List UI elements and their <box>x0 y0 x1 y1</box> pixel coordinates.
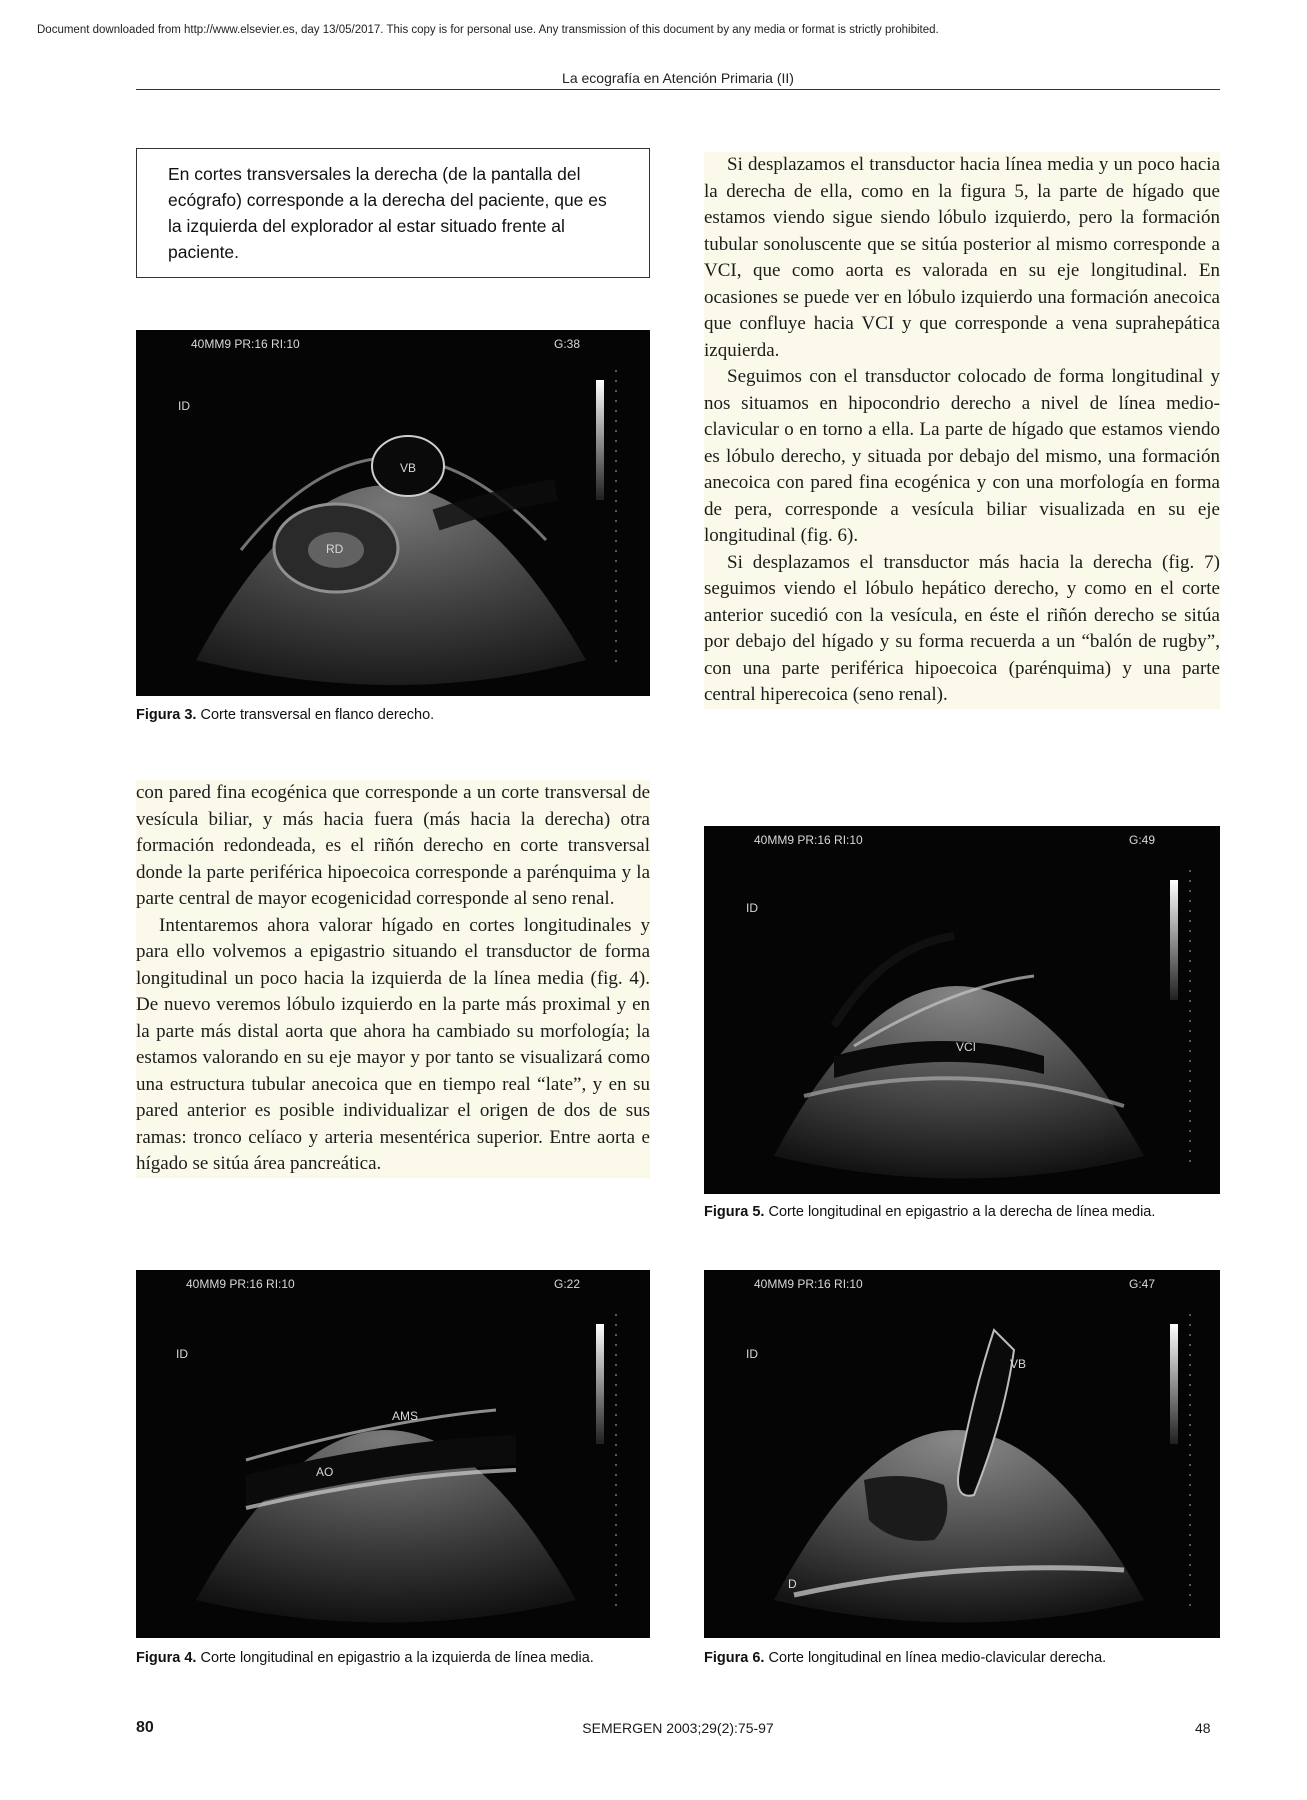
paragraph: Si desplazamos el transductor más hacia la derecha (fig. 7) seguimos viendo el lóbulo hepático derecho, y como en el corte anterior sucedió con la vesícula, en éste el riñón derecho se sitúa por debajo del hígado y su forma recuerda a un “balón de rugby”, con una parte periférica hipoecoica (parénquima) y una parte central hiperecoica (seno renal). <box>704 551 1220 705</box>
figure-3-label: Figura 3. <box>136 707 197 723</box>
right-column-text <box>704 152 1220 709</box>
header-rule <box>136 89 1220 90</box>
page-number: 80 <box>136 1719 154 1736</box>
figure-6-caption-text: Corte longitudinal en línea medio-clavicular derecha. <box>764 1650 1107 1666</box>
paragraph: Si desplazamos el transductor hacia línea media y un poco hacia la derecha de ella, como en la figura 5, la parte de hígado que estamos viendo sigue siendo lóbulo izquierdo, pero la formación tubular sonoluscente que se sitúa posterior al mismo corresponde a VCI, que como aorta es valorada en su eje longitudinal. En ocasiones se puede ver en lóbulo izquierdo una formación anecoica que confluye hacia VCI y que corresponde a vena suprahepática izquierda. <box>704 154 1220 361</box>
fig4-gain: G:22 <box>554 1277 581 1291</box>
figure-5-caption-text: Corte longitudinal en epigastrio a la derecha de línea media. <box>764 1204 1156 1220</box>
fig3-label-id: ID <box>178 399 190 413</box>
figure-4-caption <box>136 1650 594 1666</box>
fig4-label-id: ID <box>176 1347 188 1361</box>
fig6-label-vb: VB <box>1010 1357 1027 1371</box>
figure-3-caption <box>136 707 434 723</box>
fig4-label-ams: AMS <box>392 1409 419 1423</box>
fig5-gain: G:49 <box>1129 833 1156 847</box>
figure-4-caption-text: Corte longitudinal en epigastrio a la izquierda de línea media. <box>196 1650 594 1666</box>
fig6-overlay-header: 40MM9 PR:16 RI:10 <box>754 1277 863 1291</box>
fig5-label-vci: VCI <box>956 1040 977 1054</box>
download-notice: Document downloaded from http://www.elsevier.es, day 13/05/2017. This copy is for personal use. Any transmission of this document by any media or format is strictly prohibited. <box>37 24 939 36</box>
fig3-gain: G:38 <box>554 337 581 351</box>
paragraph: Seguimos con el transductor colocado de forma longitudinal y nos situamos en hipocondrio derecho a nivel de línea medio-clavicular o en torno a ella. La parte de hígado que estamos viendo es lóbulo derecho, y situada por debajo del mismo, una formación anecoica con pared fina ecogénica y con una morfología en forma de pera, corresponde a vesícula biliar visualizada en su eje longitudinal (fig. 6). <box>704 366 1220 546</box>
fig5-overlay-header: 40MM9 PR:16 RI:10 <box>754 833 863 847</box>
paragraph: con pared fina ecogénica que corresponde a un corte transversal de vesícula biliar, y más hacia fuera (más hacia la derecha) otra formación redondeada, es el riñón derecho en corte transversal donde la parte periférica hipoecoica corresponde a parénquima y la parte central de mayor ecogenicidad corresponde al seno renal. <box>136 782 650 909</box>
journal-citation: SEMERGEN 2003;29(2):75-97 <box>582 1720 774 1736</box>
figure-3-caption-text: Corte transversal en flanco derecho. <box>196 707 435 723</box>
figure-6-caption <box>704 1650 1106 1666</box>
figure-5-ultrasound <box>704 826 1220 1194</box>
fig4-overlay-header: 40MM9 PR:16 RI:10 <box>186 1277 295 1291</box>
callout-text: En cortes transversales la derecha (de la pantalla del ecógrafo) corresponde a la derecha del paciente, que es la izquierda del explorador al estar situado frente al paciente. <box>168 164 607 262</box>
fig6-gain: G:47 <box>1129 1277 1156 1291</box>
fig4-label-ao: AO <box>316 1465 334 1479</box>
figure-4-label: Figura 4. <box>136 1650 197 1666</box>
fig3-label-rd: RD <box>326 542 344 556</box>
left-column-text <box>136 780 650 1178</box>
fig6-label-id: ID <box>746 1347 758 1361</box>
running-head: La ecografía en Atención Primaria (II) <box>562 70 794 86</box>
fig3-label-vb: VB <box>400 461 417 475</box>
callout-box <box>136 148 650 278</box>
paragraph: Intentaremos ahora valorar hígado en cortes longitudinales y para ello volvemos a epigastrio situando el transductor de forma longitudinal un poco hacia la izquierda de la línea media (fig. 4). De nuevo veremos lóbulo izquierdo en la parte más proximal y en la parte más distal aorta que ahora ha cambiado su morfología; la estamos valorando en su eje mayor y por tanto se visualizará como una estructura tubular anecoica que en tiempo real “late”, y en su pared anterior es posible individualizar el origen de dos de sus ramas: tronco celíaco y arteria mesentérica superior. Entre aorta e hígado se sitúa área pancreática. <box>136 914 650 1174</box>
fig6-label-d: D <box>788 1577 797 1591</box>
figure-3-ultrasound <box>136 330 650 696</box>
figure-5-label: Figura 5. <box>704 1204 765 1220</box>
figure-6-ultrasound <box>704 1270 1220 1638</box>
figure-5-caption <box>704 1204 1155 1220</box>
figure-4-ultrasound <box>136 1270 650 1638</box>
fig5-label-id: ID <box>746 901 758 915</box>
secondary-page-number: 48 <box>1195 1720 1211 1736</box>
figure-6-label: Figura 6. <box>704 1650 765 1666</box>
fig3-overlay-header: 40MM9 PR:16 RI:10 <box>191 337 300 351</box>
